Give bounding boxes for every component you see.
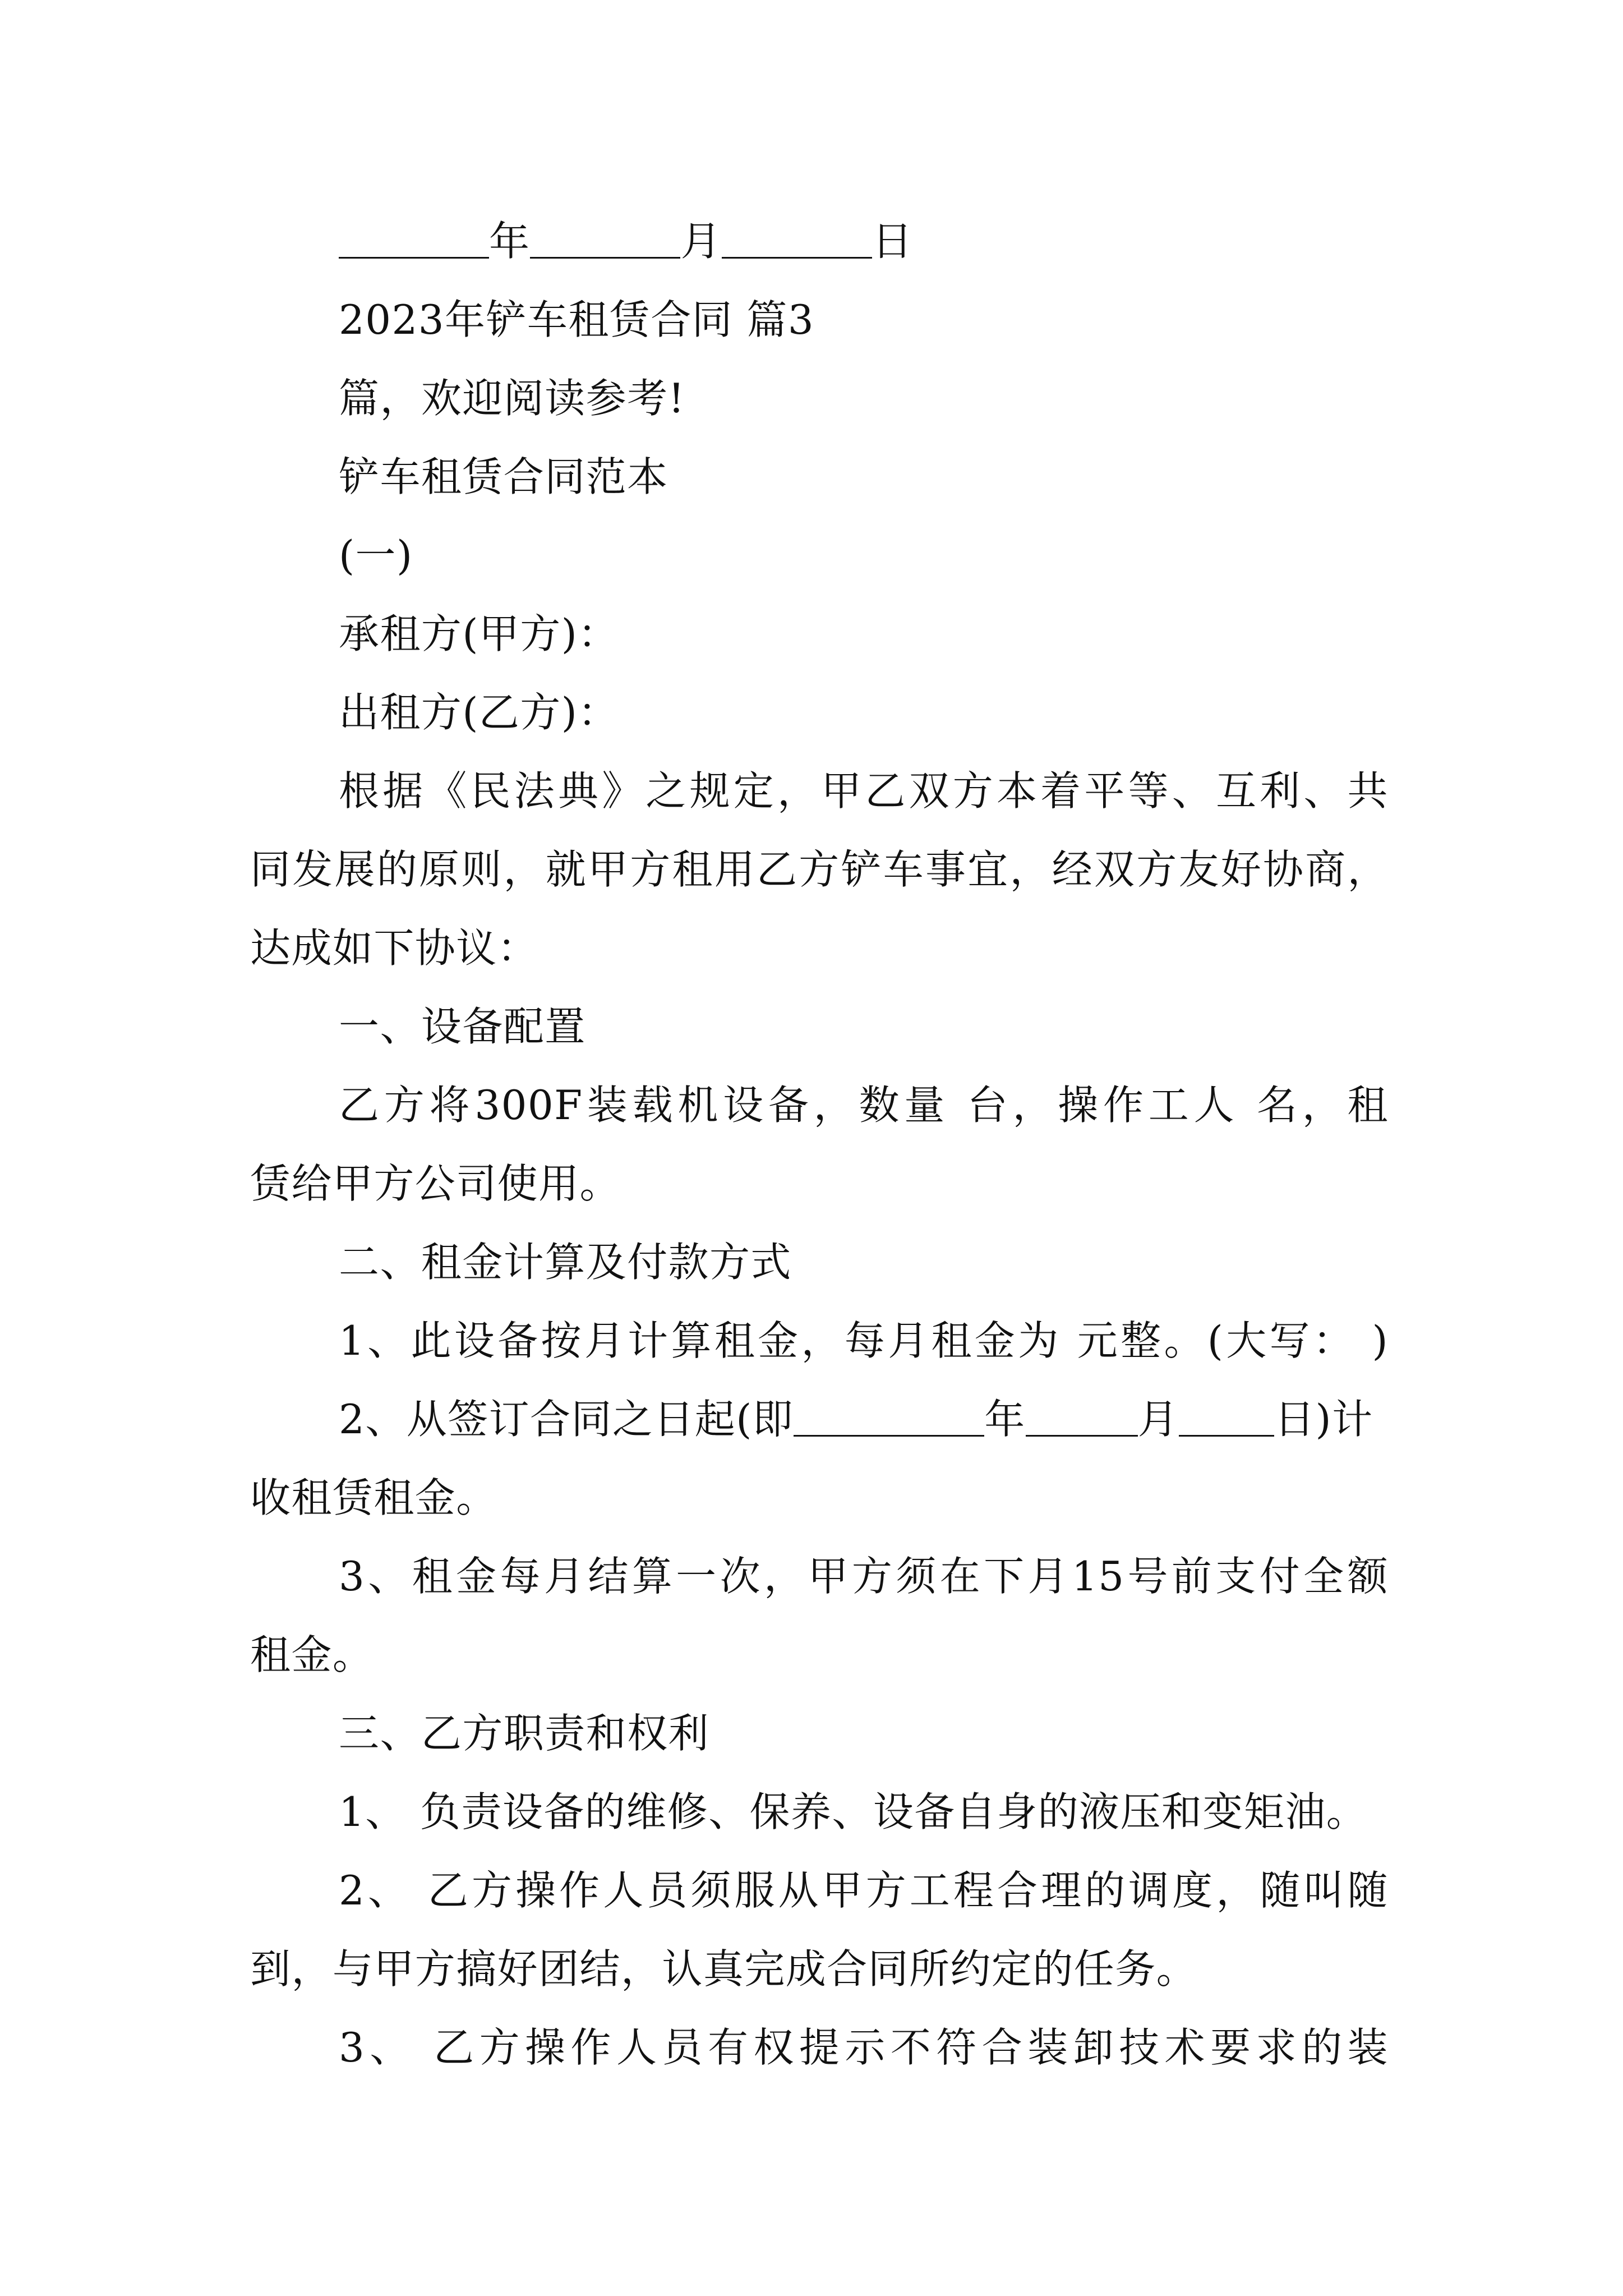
start-year-blank bbox=[794, 1391, 984, 1437]
section-3-item-2-line-2: 到，与甲方搞好团结，认真完成合同所约定的任务。 bbox=[250, 1945, 1198, 1993]
date-line bbox=[339, 213, 913, 269]
part-number: (一) bbox=[339, 532, 413, 579]
section-2-item-3-line-2: 租金。 bbox=[250, 1631, 374, 1678]
item-2-day-suffix: 日)计 bbox=[1274, 1396, 1373, 1443]
party-a-line: 承租方(甲方)： bbox=[339, 610, 619, 657]
section-2-item-3-line-1: 3、租金每月结算一次，甲方须在下月15号前支付全额 bbox=[339, 1553, 1389, 1600]
day-blank bbox=[722, 213, 872, 259]
section-3-item-3-line-1: 3、 乙方操作人员有权提示不符合装卸技术要求的装 bbox=[339, 2024, 1389, 2071]
template-title: 铲车租赁合同范本 bbox=[339, 453, 668, 500]
preamble-line-1: 根据《民法典》之规定，甲乙双方本着平等、互利、共 bbox=[339, 767, 1389, 815]
start-month-blank bbox=[1026, 1391, 1138, 1437]
intro-line: 篇，欢迎阅读参考! bbox=[339, 375, 685, 422]
section-2-title: 二、租金计算及付款方式 bbox=[339, 1239, 792, 1286]
section-3-title: 三、乙方职责和权利 bbox=[339, 1710, 709, 1757]
month-blank bbox=[530, 213, 680, 259]
section-1-clause-line-1: 乙方将300F装载机设备，数量 台，操作工人 名，租 bbox=[339, 1082, 1389, 1129]
preamble-line-2: 同发展的原则，就甲方租用乙方铲车事宜，经双方友好协商， bbox=[250, 846, 1389, 893]
preamble-line-3: 达成如下协议： bbox=[250, 924, 539, 972]
day-char: 日 bbox=[872, 218, 914, 265]
year-blank bbox=[339, 213, 489, 259]
month-char: 月 bbox=[680, 218, 722, 265]
main-heading: 2023年铲车租赁合同 篇3 bbox=[339, 296, 815, 343]
section-2-item-2-line-1 bbox=[339, 1391, 1373, 1447]
item-2-year: 年 bbox=[984, 1396, 1026, 1443]
section-2-item-2-line-2: 收租赁租金。 bbox=[250, 1474, 497, 1521]
section-1-title: 一、设备配置 bbox=[339, 1003, 586, 1050]
year-char: 年 bbox=[489, 218, 531, 265]
section-3-item-2-line-1: 2、 乙方操作人员须服从甲方工程合理的调度，随叫随 bbox=[339, 1867, 1389, 1914]
item-2-month: 月 bbox=[1137, 1396, 1179, 1443]
section-1-clause-line-2: 赁给甲方公司使用。 bbox=[250, 1160, 621, 1207]
start-day-blank bbox=[1179, 1391, 1274, 1437]
section-2-item-1: 1、此设备按月计算租金，每月租金为 元整。(大写： ) bbox=[339, 1317, 1389, 1364]
party-b-line: 出租方(乙方)： bbox=[339, 689, 619, 736]
item-2-prefix: 2、从签订合同之日起(即 bbox=[339, 1396, 794, 1443]
section-3-item-1: 1、 负责设备的维修、保养、设备自身的液压和变矩油。 bbox=[339, 1788, 1368, 1835]
